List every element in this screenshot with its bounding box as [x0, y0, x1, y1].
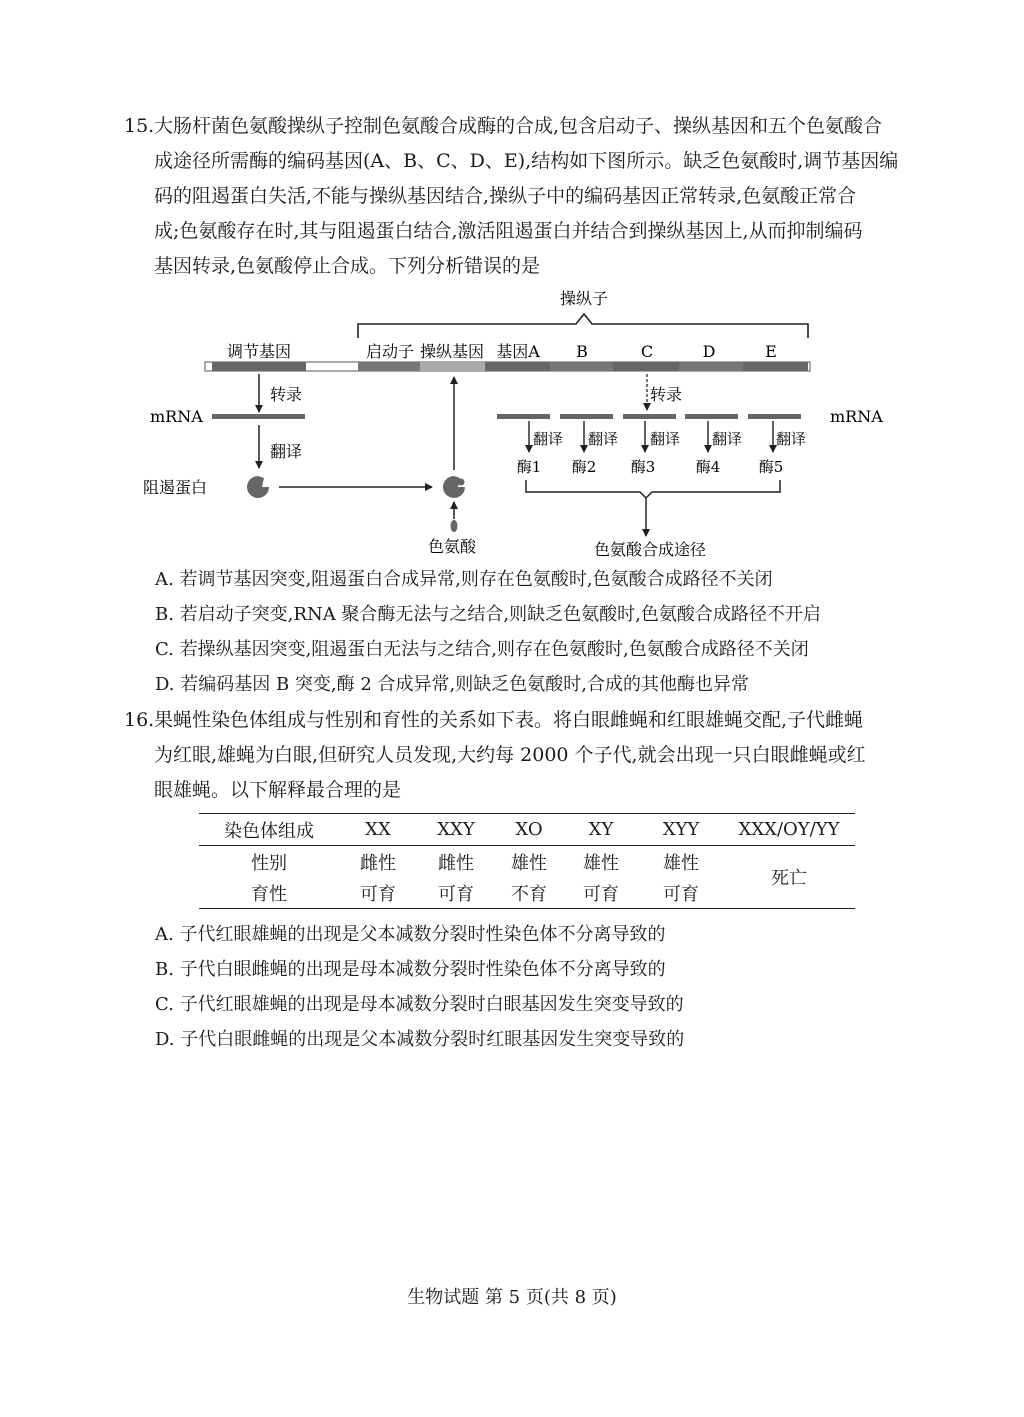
transcription-label-left: 转录: [270, 385, 303, 404]
regulator-gene-segment: [212, 362, 306, 371]
translation-label-2: 翻译: [588, 430, 619, 448]
question-15-option-b: B. 若启动子突变,RNA 聚合酶无法与之结合,则缺乏色氨酸时,色氨酸合成路径不开启: [155, 604, 821, 625]
translation-label-1: 翻译: [533, 430, 564, 448]
table-header-cell: XXY: [417, 814, 495, 846]
question-15-line-1: 大肠杆菌色氨酸操纵子控制色氨酸合成酶的合成,包含启动子、操纵基因和五个色氨酸合: [154, 115, 883, 137]
repressor-label: 阻遏蛋白: [143, 478, 208, 497]
tryptophan-label: 色氨酸: [427, 537, 477, 556]
gene-c-segment: [613, 362, 679, 371]
operator-segment: [420, 362, 485, 371]
chromosome-table: [199, 813, 855, 909]
question-15-line-5: 基因转录,色氨酸停止合成。下列分析错误的是: [154, 255, 541, 277]
table-cell: 雄性: [663, 852, 699, 874]
question-15-option-c: C. 若操纵基因突变,阻遏蛋白无法与之结合,则存在色氨酸时,色氨酸合成路径不关闭: [155, 639, 809, 660]
mrna-label-left: mRNA: [150, 407, 203, 426]
translation-label-left: 翻译: [270, 442, 303, 461]
regulator-gene-label: 调节基因: [226, 342, 292, 361]
table-cell: 育性: [199, 877, 339, 909]
table-cell: 可育: [339, 877, 417, 909]
question-16-line-3: 眼雄蝇。以下解释最合理的是: [154, 779, 402, 801]
table-header-cell: 染色体组成: [199, 814, 339, 846]
gene-c-label: C: [640, 342, 654, 361]
operon-diagram: [0, 0, 1024, 570]
table-cell: 可育: [639, 877, 723, 909]
question-16-option-b: B. 子代白眼雌蝇的出现是母本减数分裂时性染色体不分离导致的: [155, 959, 666, 980]
gene-d-segment: [679, 362, 743, 371]
mrna-segment-3: [623, 414, 676, 419]
enzyme-2-label: 酶2: [571, 458, 597, 476]
table-cell-death: 死亡: [723, 846, 855, 909]
table-cell: 可育: [417, 877, 495, 909]
enzyme-1-label: 酶1: [516, 458, 542, 476]
enzyme-brace: [526, 480, 780, 498]
table-header-cell: XYY: [639, 814, 723, 846]
transcription-label-right: 转录: [650, 385, 683, 404]
mrna-bar-left: [212, 414, 305, 419]
question-15-line-3: 码的阻遏蛋白失活,不能与操纵基因结合,操纵子中的编码基因正常转录,色氨酸正常合: [154, 185, 857, 207]
question-15-option-a: A. 若调节基因突变,阻遏蛋白合成异常,则存在色氨酸时,色氨酸合成路径不关闭: [155, 569, 773, 590]
translation-label-3: 翻译: [650, 430, 681, 448]
table-header-cell: XXX/OY/YY: [723, 814, 855, 846]
question-16-number: 16.: [124, 709, 155, 731]
mrna-segment-4: [685, 414, 738, 419]
operator-label: 操纵基因: [419, 342, 485, 361]
table-row-sex: [199, 846, 855, 878]
question-16-option-a: A. 子代红眼雄蝇的出现是父本减数分裂时性染色体不分离导致的: [155, 924, 666, 945]
table-cell: 雄性: [583, 852, 619, 874]
table-cell: 不育: [495, 877, 563, 909]
dna-strand: [205, 362, 810, 371]
table-cell: 雄性: [511, 852, 547, 874]
table-header-cell: XX: [339, 814, 417, 846]
question-15-line-2: 成途径所需酶的编码基因(A、B、C、D、E),结构如下图所示。缺乏色氨酸时,调节基因编: [154, 150, 899, 172]
question-16-line-1: 果蝇性染色体组成与性别和育性的关系如下表。将白眼雌蝇和红眼雄蝇交配,子代雌蝇: [154, 709, 864, 731]
table-cell: 性别: [251, 852, 287, 874]
question-16-option-c: C. 子代红眼雄蝇的出现是母本减数分裂时白眼基因发生突变导致的: [155, 994, 684, 1015]
gene-b-label: B: [576, 342, 588, 361]
repressor-protein-shape: [247, 476, 269, 498]
mrna-segment-2: [560, 414, 613, 419]
promoter-label: 启动子: [365, 342, 415, 361]
question-15-line-4: 成;色氨酸存在时,其与阻遏蛋白结合,激活阻遏蛋白并结合到操纵基因上,从而抑制编码: [154, 220, 863, 242]
question-16-option-d: D. 子代白眼雌蝇的出现是父本减数分裂时红眼基因发生突变导致的: [155, 1029, 685, 1050]
page-footer: 生物试题 第 5 页(共 8 页): [407, 1287, 617, 1308]
table-cell: 可育: [563, 877, 639, 909]
table-cell: 雌性: [360, 852, 396, 874]
tryptophan-bound-dot: [458, 479, 465, 486]
mrna-segment-1: [497, 414, 550, 419]
promoter-segment: [358, 362, 420, 371]
translation-label-4: 翻译: [712, 430, 743, 448]
gene-e-label: E: [765, 342, 777, 361]
pathway-label: 色氨酸合成途径: [593, 540, 707, 559]
gene-d-label: D: [702, 342, 716, 361]
table-header-row: [199, 814, 855, 846]
gene-e-segment: [743, 362, 808, 371]
gene-a-segment: [485, 362, 550, 371]
enzyme-3-label: 酶3: [630, 458, 656, 476]
table-header-cell: XY: [563, 814, 639, 846]
enzyme-5-label: 酶5: [758, 458, 784, 476]
table-cell: 雌性: [438, 852, 474, 874]
enzyme-4-label: 酶4: [695, 458, 721, 476]
question-15-number: 15.: [124, 115, 155, 137]
operon-label: 操纵子: [559, 289, 609, 308]
mrna-segment-5: [748, 414, 801, 419]
question-15-option-d: D. 若编码基因 B 突变,酶 2 合成异常,则缺乏色氨酸时,合成的其他酶也异常: [155, 674, 749, 695]
table-header-cell: XO: [495, 814, 563, 846]
question-16-line-2: 为红眼,雄蝇为白眼,但研究人员发现,大约每 2000 个子代,就会出现一只白眼雌蝇或红: [154, 744, 866, 766]
gene-a-label: 基因A: [496, 342, 540, 361]
tryptophan-molecule: [451, 520, 458, 532]
operon-brace: [358, 314, 808, 338]
mrna-label-right: mRNA: [830, 407, 883, 426]
translation-label-5: 翻译: [776, 430, 807, 448]
gene-b-segment: [550, 362, 613, 371]
